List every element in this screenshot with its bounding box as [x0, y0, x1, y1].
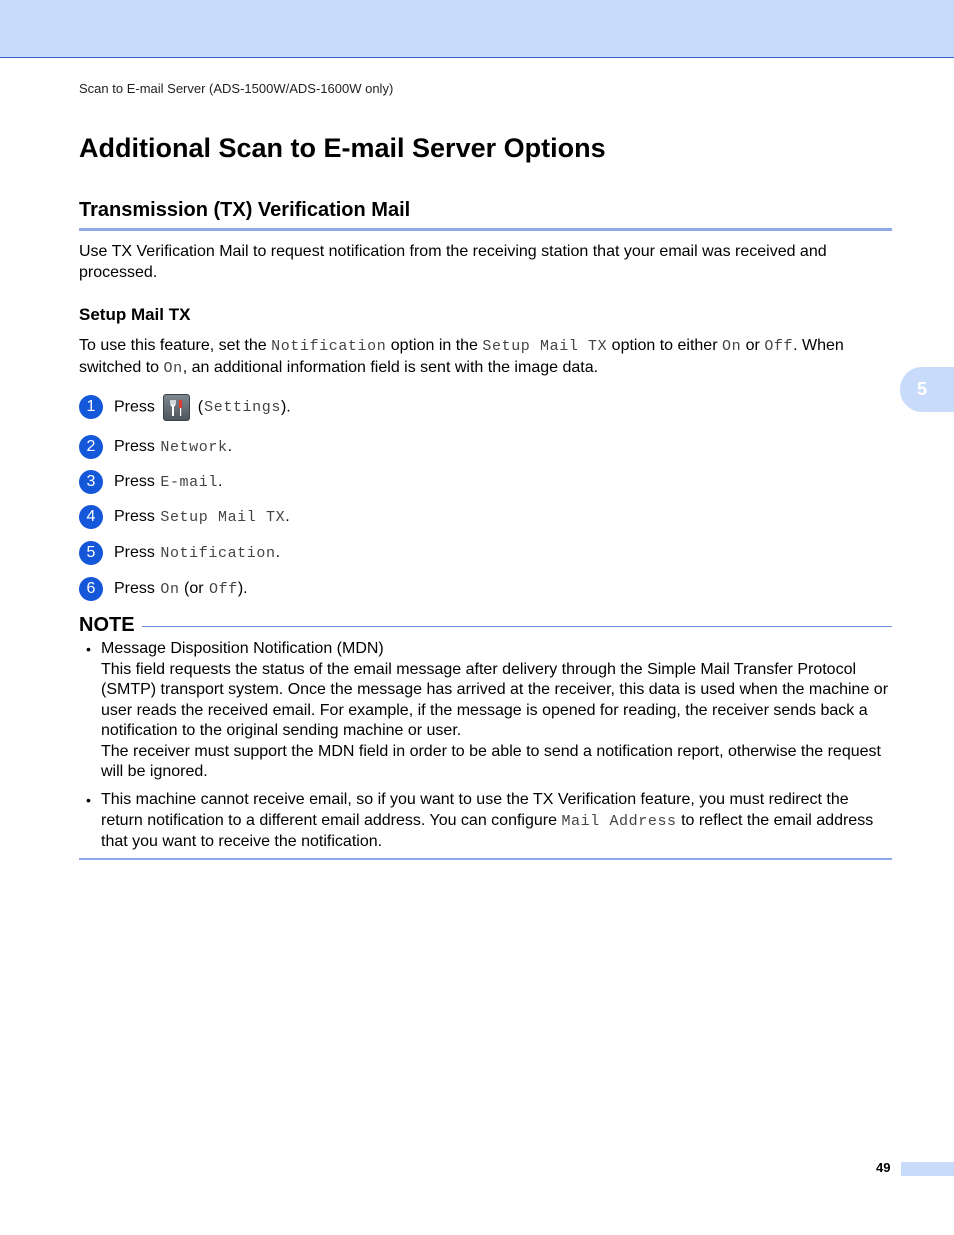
step-text: Press Setup Mail TX. [114, 508, 290, 526]
note-bullet-redirect: This machine cannot receive email, so if you want to use the TX Verification feature, you must redirect the return notification to a different email address. You can configure Mail Address to reflect the email address that you want to receive the notification. [101, 791, 874, 850]
step-text: Press Notification. [114, 544, 281, 562]
note-end-rule [79, 858, 892, 860]
step-number: 3 [79, 470, 103, 494]
step-text: Press (Settings). [114, 394, 291, 421]
step-number: 6 [79, 577, 103, 601]
step-4 [79, 505, 290, 529]
step-number: 2 [79, 435, 103, 459]
step-number: 5 [79, 541, 103, 565]
top-header-band [0, 0, 954, 58]
note-bullet-mdn [101, 639, 893, 783]
note-title: NOTE [79, 614, 135, 636]
step-text: Press On (or Off). [114, 580, 248, 598]
step-number: 1 [79, 395, 103, 419]
bullet-marker: • [86, 792, 91, 808]
subsection-heading: Setup Mail TX [79, 305, 191, 324]
step-2 [79, 435, 232, 459]
mdn-requirement: The receiver must support the MDN field in order to be able to send a notification report, otherwise the request will be ignored. [101, 742, 881, 780]
page-title: Additional Scan to E-mail Server Options [79, 133, 606, 163]
step-1 [79, 395, 291, 419]
step-text: Press Network. [114, 438, 233, 456]
breadcrumb: Scan to E-mail Server (ADS-1500W/ADS-1600W only) [79, 81, 394, 96]
section-heading: Transmission (TX) Verification Mail [79, 199, 411, 221]
subsection-paragraph: To use this feature, set the Notification option in the Setup Mail TX option to either On or Off. When switched to On, an additional information field is sent with the image data. [79, 337, 844, 377]
settings-tools-icon [163, 394, 190, 421]
note-rule [142, 626, 892, 627]
step-6 [79, 577, 248, 601]
page-number-bar [901, 1162, 954, 1176]
page-number: 49 [876, 1160, 891, 1175]
section-intro: Use TX Verification Mail to request notification from the receiving station that your email was received and processed. [79, 243, 827, 281]
step-text: Press E-mail. [114, 473, 223, 491]
section-heading-rule [79, 228, 892, 231]
chapter-tab: 5 [900, 367, 954, 412]
step-3 [79, 470, 222, 494]
mdn-title: Message Disposition Notification (MDN) [101, 640, 384, 657]
mdn-description: This field requests the status of the email message after delivery through the Simple Mail Transfer Protocol (SMTP) transport system. Once the message has arrived at the receiver, this data is used when the machine or user reads the received email. For example, if the message is opened for reading, the receiver sends back a notification to the original sending machine or user. [101, 660, 889, 739]
step-5 [79, 541, 280, 565]
bullet-marker: • [86, 641, 91, 657]
step-number: 4 [79, 505, 103, 529]
